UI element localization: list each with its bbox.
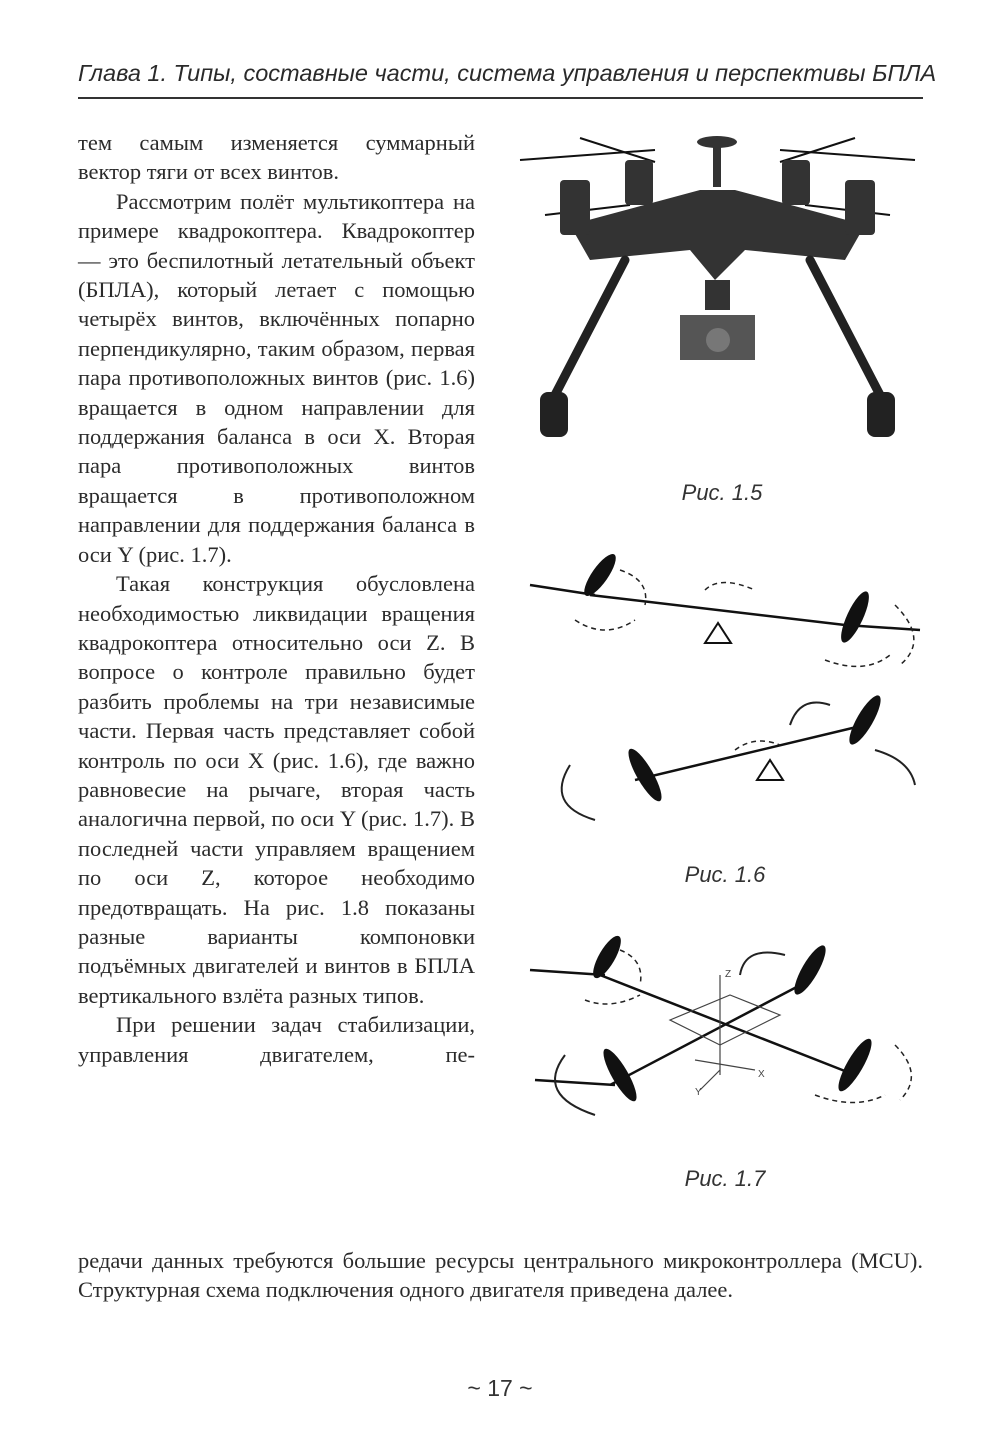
running-header: Глава 1. Типы, составные части, система управления и перспективы БПЛА [78,60,937,86]
paragraph-3: Такая конструкция обусловлена необходимостью ликвидации вращения квадрокоптера относительно оси Z. В вопросе о контроле правильно будет разбить проблемы на три независимые части. Первая часть представляет собой контроль по оси X (рис. 1.6), где важно равновесие на рычаге, вторая часть аналогична первой, по оси Y (рис. 1.7). В последней части управляем вращением по оси Z, которое необходимо предотвращать. На рис. 1.8 показаны разные варианты компоновки подъёмных двигателей и винтов в БПЛА вертикального взлёта разных типов. [78,571,475,1008]
quadcopter-figure [515,130,920,445]
paragraph-2: Рассмотрим полёт мультикоптера на примере квадрокоптера. Квадрокоптер — это беспилотный летательный объект (БПЛА), который летает с помощью четырёх винтов, включённых попарно перпендикулярно, таким образом, первая пара противоположных винтов (рис. 1.6) вращается в одном направлении для поддержания баланса в оси X. Вторая пара противоположных винтов вращается в противоположном направлении для поддержания баланса в оси Y (рис. 1.7). [78,188,475,567]
quad-axes-figure [525,935,925,1125]
header-rule [78,97,923,99]
figure-1-5-caption: Рис. 1.5 [681,480,763,505]
paragraph-1: тем самым изменяется суммарный вектор тяги от всех винтов. [78,130,475,185]
paragraph-4-end: редачи данных требуются большие ресурсы центрального микроконтроллера (MCU). Структурная схема подключения одного двигателя приведена далее. [78,1248,923,1303]
axis-x-label: X [758,1069,765,1080]
axis-y-label: Y [695,1087,702,1098]
axis-z-label: Z [725,969,732,980]
paragraph-4-start: При решении задач стабилизации, управления двигателем, пе- [78,1012,475,1067]
figure-1-7-caption: Рис. 1.7 [684,1166,766,1191]
main-text-column [78,128,475,1069]
figure-1-6-caption: Рис. 1.6 [684,862,766,887]
page-number: ~ 17 ~ [467,1375,533,1401]
balance-diagram-figure [525,545,925,825]
